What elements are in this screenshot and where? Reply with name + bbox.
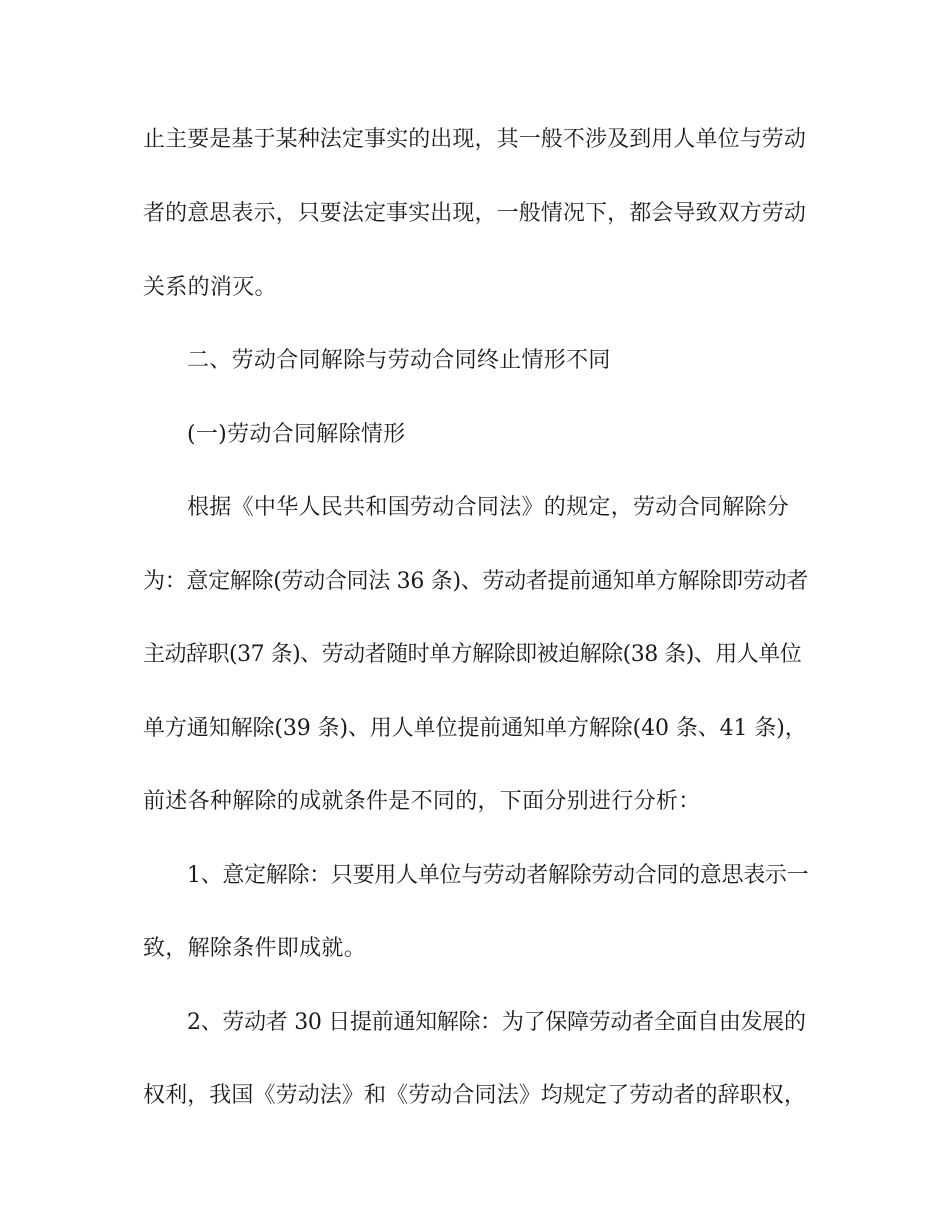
section-heading: 二、劳动合同解除与劳动合同终止情形不同 xyxy=(187,348,611,373)
list-item-text: 1、意定解除：只要用人单位与劳动者解除劳动合同的意思表示一 xyxy=(187,863,809,888)
text-line: 致，解除条件即成就。 xyxy=(143,936,367,961)
list-item-text: 2、劳动者 30 日提前通知解除：为了保障劳动者全面自由发展的 xyxy=(187,1010,806,1035)
text-line: 为：意定解除(劳动合同法 36 条)、劳动者提前通知单方解除即劳动者 xyxy=(143,569,808,594)
subsection-heading: (一)劳动合同解除情形 xyxy=(187,422,406,447)
text-line: 主动辞职(37 条)、劳动者随时单方解除即被迫解除(38 条)、用人单位 xyxy=(143,642,802,667)
text-line: 前述各种解除的成就条件是不同的，下面分别进行分析： xyxy=(143,789,701,814)
text-line: 根据《中华人民共和国劳动合同法》的规定，劳动合同解除分 xyxy=(187,495,790,520)
text-line: 者的意思表示，只要法定事实出现，一般情况下，都会导致双方劳动 xyxy=(143,201,807,226)
text-line: 关系的消灭。 xyxy=(143,275,277,300)
text-line: 权利，我国《劳动法》和《劳动合同法》均规定了劳动者的辞职权， xyxy=(143,1083,807,1108)
text-line: 单方通知解除(39 条)、用人单位提前通知单方解除(40 条、41 条)， xyxy=(143,716,807,741)
text-line: 止主要是基于某种法定事实的出现，其一般不涉及到用人单位与劳动 xyxy=(143,127,807,152)
